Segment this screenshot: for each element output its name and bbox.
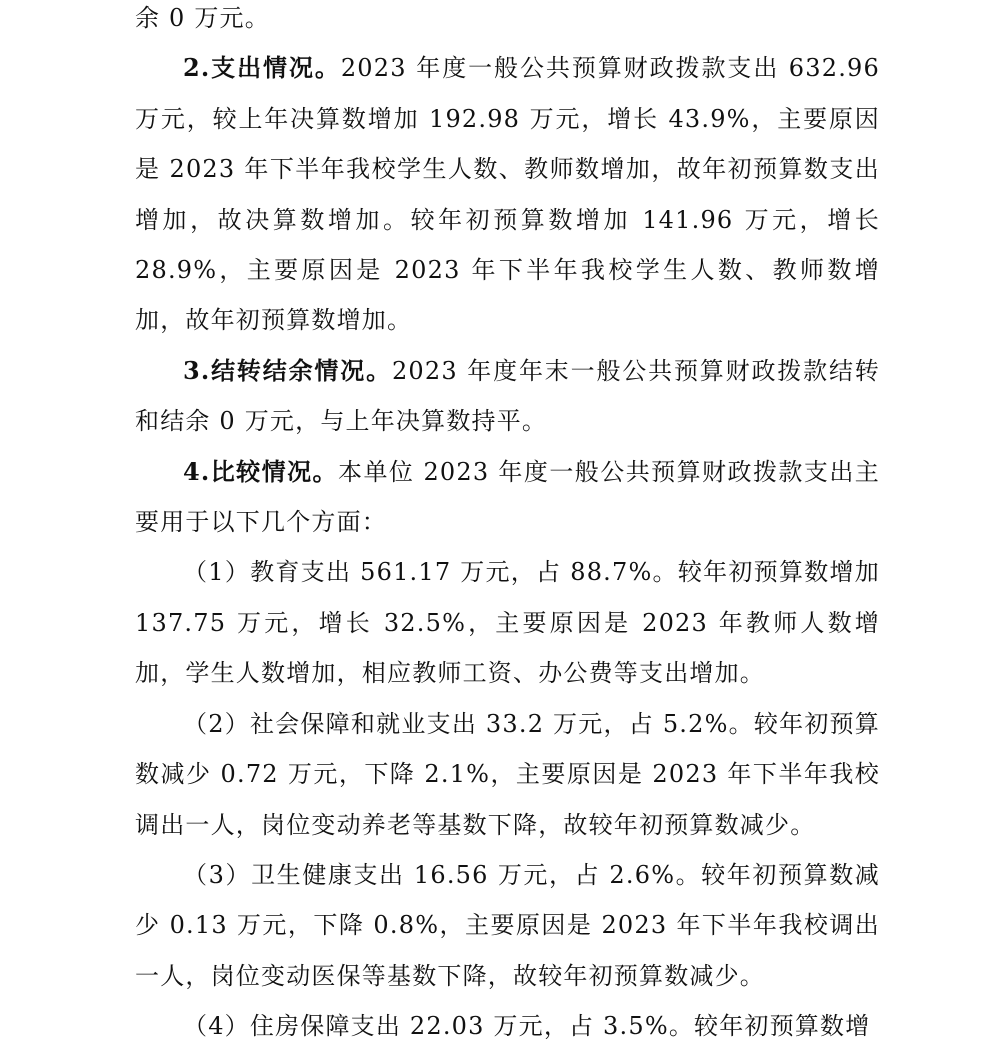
paragraph-comparison	[135, 447, 880, 548]
section-heading-comparison: 4.比较情况。	[183, 456, 338, 486]
paragraph-text: 余 0 万元。	[135, 4, 270, 32]
paragraph-item-education	[135, 547, 880, 698]
paragraph-text: 2023 年度年末一般公共预算财政拨款结转和结余 0 万元，与上年决算数持平。	[135, 356, 880, 436]
paragraph-text: （2）社会保障和就业支出 33.2 万元，占 5.2%。较年初预算数减少 0.72 万元，下降 2.1%，主要原因是 2023 年下半年我校调出一人，岗位变动养老等基数下降，故较年初预算数减少。	[135, 709, 880, 839]
paragraph-text: 2023 年度一般公共预算财政拨款支出 632.96 万元，较上年决算数增加 192.98 万元，增长 43.9%，主要原因是 2023 年下半年我校学生人数、教师数增加，故年初预算数支出增加，故决算数增加。较年初预算数增加 141.96 万元，增长 28.9%，主要原因是 2023 年下半年我校学生人数、教师数增加，故年初预算数增加。	[135, 54, 880, 335]
paragraph-carryover	[135, 346, 880, 447]
paragraph-expenditure	[135, 43, 880, 345]
paragraph-item-social-security	[135, 699, 880, 850]
paragraph-text: 本单位 2023 年度一般公共预算财政拨款支出主要用于以下几个方面：	[135, 457, 880, 537]
paragraph-text: （4）住房保障支出 22.03 万元，占 3.5%。较年初预算数增	[183, 1012, 871, 1041]
section-heading-expenditure: 2.支出情况。	[183, 53, 341, 83]
paragraph-text: （3）卫生健康支出 16.56 万元，占 2.6%。较年初预算数减少 0.13 万元，下降 0.8%，主要原因是 2023 年下半年我校调出一人，岗位变动医保等基数下降，故较年初预算数减少。	[135, 860, 880, 990]
section-heading-carryover: 3.结转结余情况。	[183, 355, 392, 385]
paragraph-text: （1）教育支出 561.17 万元，占 88.7%。较年初预算数增加 137.75 万元，增长 32.5%，主要原因是 2023 年教师人数增加，学生人数增加，相应教师工资、办公费等支出增加。	[135, 558, 880, 688]
document-body	[135, 0, 880, 1043]
paragraph-item-housing	[135, 1001, 880, 1043]
paragraph-balance-tail	[135, 0, 880, 43]
paragraph-item-health	[135, 850, 880, 1001]
